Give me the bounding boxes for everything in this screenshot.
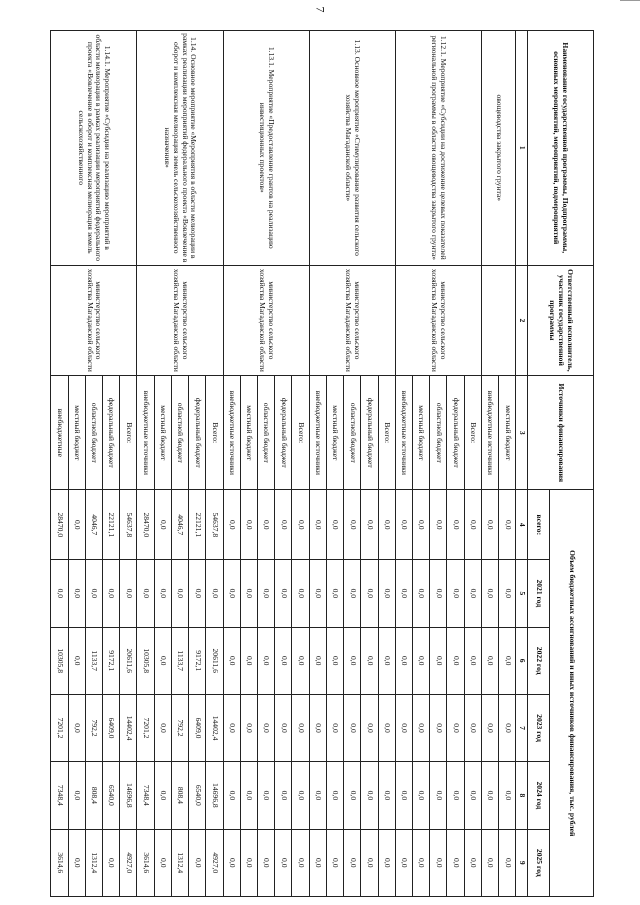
measure-name: 1.14. Основное мероприятие «Мероприятия в области мелиорации в рамках реализации мероприятий федерального проекта «Вовлечение в оборот и комплексная мелиорация земель сельскохозяйственного назначения» (137, 31, 223, 266)
funding-source: местный бюджет (240, 376, 257, 490)
amount-year: 14402,4 (120, 694, 137, 761)
table-row (206, 31, 223, 897)
rotated-table-content (50, 30, 594, 897)
amount-year: 0,0 (344, 694, 361, 761)
amount-year: 0,0 (68, 560, 85, 627)
funding-source: Всего: (378, 376, 395, 490)
amount-year: 0,0 (68, 762, 85, 829)
amount-year: 792,2 (171, 694, 188, 761)
amount-year: 1133,7 (171, 627, 188, 694)
header-volume: Объем бюджетных ассигнований и иных источников финансирования, тыс. рублей (550, 490, 594, 897)
amount-year: 0,0 (499, 627, 516, 694)
amount-year: 0,0 (292, 829, 309, 896)
amount-year: 1312,4 (85, 829, 102, 896)
amount-year: 0,0 (481, 560, 498, 627)
amount-year: 0,0 (326, 762, 343, 829)
amount-year: 0,0 (464, 627, 481, 694)
amount-year: 0,0 (258, 560, 275, 627)
amount-year: 0,0 (464, 762, 481, 829)
amount-year: 0,0 (292, 762, 309, 829)
amount-year: 0,0 (275, 762, 292, 829)
header-year: 2021 год (528, 560, 550, 627)
header-name: Наименование государственной программы, Подпрограммы, основных мероприятий, мероприятий, подмероприятий (528, 31, 594, 266)
amount-year: 0,0 (154, 560, 171, 627)
amount-year: 0,0 (51, 560, 69, 627)
measure-name: 1.14.1. Мероприятие «Субсидии на реализацию мероприятий в области мелиорации в рамках реализации мероприятий федерального проекта «Вовлечение в оборот и комплексная мелиорация земель сельскохозяйственного (51, 31, 137, 266)
amount-year: 0,0 (85, 560, 102, 627)
amount-total: 0,0 (68, 490, 85, 560)
amount-year: 0,0 (240, 627, 257, 694)
amount-year: 0,0 (103, 829, 120, 896)
amount-year: 4927,0 (120, 829, 137, 896)
funding-source: федеральный бюджет (447, 376, 464, 490)
amount-year: 0,0 (481, 829, 498, 896)
amount-year: 0,0 (120, 560, 137, 627)
amount-year: 0,0 (361, 694, 378, 761)
amount-year: 0,0 (189, 560, 206, 627)
amount-year: 0,0 (326, 627, 343, 694)
amount-year: 0,0 (326, 694, 343, 761)
amount-total: 0,0 (464, 490, 481, 560)
amount-year: 0,0 (447, 560, 464, 627)
amount-year: 9172,1 (189, 627, 206, 694)
amount-year: 0,0 (395, 694, 412, 761)
amount-year: 3614,6 (137, 829, 154, 896)
amount-year: 0,0 (499, 762, 516, 829)
funding-source: внебюджетные (51, 376, 69, 490)
amount-total: 0,0 (361, 490, 378, 560)
funding-source: Всего: (292, 376, 309, 490)
funding-source: Всего: (206, 376, 223, 490)
funding-source: областной бюджет (344, 376, 361, 490)
funding-source: областной бюджет (258, 376, 275, 490)
amount-year: 7348,4 (51, 762, 69, 829)
amount-year: 0,0 (412, 560, 429, 627)
header-total: всего: (528, 490, 550, 560)
funding-source: местный бюджет (412, 376, 429, 490)
amount-year: 0,0 (430, 627, 447, 694)
header-year: 2024 год (528, 762, 550, 829)
header-source: Источники финансирования (528, 376, 594, 490)
amount-total: 0,0 (240, 490, 257, 560)
measure-name: овощеводства закрытого грунта» (481, 31, 515, 266)
amount-year: 0,0 (378, 762, 395, 829)
amount-year: 0,0 (326, 560, 343, 627)
amount-year: 9172,1 (103, 627, 120, 694)
amount-year: 0,0 (292, 560, 309, 627)
amount-year: 0,0 (137, 560, 154, 627)
amount-year: 14696,8 (120, 762, 137, 829)
amount-total: 0,0 (344, 490, 361, 560)
amount-year: 0,0 (292, 694, 309, 761)
funding-source: внебюджетные источники (223, 376, 240, 490)
column-number: 3 (516, 376, 528, 490)
measure-name: 1.13. Основное мероприятие «Стимулирование развития сельского хозяйства Магаданской области» (309, 31, 395, 266)
header-year: 2023 год (528, 694, 550, 761)
amount-year: 3614,6 (51, 829, 69, 896)
amount-year: 0,0 (68, 694, 85, 761)
amount-total: 0,0 (395, 490, 412, 560)
amount-year: 0,0 (309, 694, 326, 761)
rotated-table-frame (50, 30, 594, 897)
amount-year: 0,0 (447, 627, 464, 694)
amount-year: 0,0 (275, 694, 292, 761)
amount-total: 0,0 (430, 490, 447, 560)
funding-source: федеральный бюджет (275, 376, 292, 490)
column-number: 9 (516, 829, 528, 896)
amount-total: 28470,0 (51, 490, 69, 560)
amount-year: 0,0 (240, 694, 257, 761)
amount-year: 0,0 (464, 829, 481, 896)
funding-source: федеральный бюджет (103, 376, 120, 490)
amount-year: 0,0 (412, 627, 429, 694)
measure-executor: министерство сельского хозяйства Магаданской области (395, 265, 481, 376)
amount-year: 0,0 (275, 829, 292, 896)
amount-year: 0,0 (223, 762, 240, 829)
amount-year: 6409,0 (189, 694, 206, 761)
measure-name: 1.13.1. Мероприятие «Предоставление грантов на реализацию инвестиционных проектов» (223, 31, 309, 266)
table-row (378, 31, 395, 897)
amount-year: 0,0 (275, 560, 292, 627)
amount-year: 0,0 (258, 627, 275, 694)
amount-year: 0,0 (223, 694, 240, 761)
column-number: 7 (516, 694, 528, 761)
amount-year: 0,0 (361, 762, 378, 829)
amount-year: 0,0 (395, 627, 412, 694)
column-number-row (516, 31, 528, 897)
amount-total: 4046,7 (85, 490, 102, 560)
column-number: 2 (516, 265, 528, 376)
amount-year: 0,0 (447, 829, 464, 896)
amount-year: 0,0 (430, 829, 447, 896)
amount-year: 0,0 (258, 829, 275, 896)
amount-year: 0,0 (154, 627, 171, 694)
amount-year: 0,0 (499, 829, 516, 896)
amount-year: 792,2 (85, 694, 102, 761)
measure-executor (481, 265, 515, 376)
amount-year: 0,0 (378, 694, 395, 761)
measure-name: 1.12.1. Мероприятие «Субсидии на достижение целевых показателей региональной программы в области овощеводства закрытого грунта» (395, 31, 481, 266)
header-year: 2025 год (528, 829, 550, 896)
amount-year: 0,0 (361, 560, 378, 627)
amount-year: 0,0 (103, 560, 120, 627)
amount-year: 0,0 (412, 829, 429, 896)
funding-source: федеральный бюджет (361, 376, 378, 490)
budget-table (50, 30, 594, 897)
amount-year: 7201,2 (51, 694, 69, 761)
amount-year: 0,0 (223, 829, 240, 896)
amount-year: 0,0 (395, 762, 412, 829)
amount-total: 0,0 (378, 490, 395, 560)
amount-year: 0,0 (378, 829, 395, 896)
amount-total: 0,0 (275, 490, 292, 560)
funding-source: внебюджетные источники (309, 376, 326, 490)
funding-source: областной бюджет (85, 376, 102, 490)
amount-year: 0,0 (154, 762, 171, 829)
amount-year: 0,0 (154, 694, 171, 761)
funding-source: федеральный бюджет (189, 376, 206, 490)
amount-year: 0,0 (412, 694, 429, 761)
column-number: 5 (516, 560, 528, 627)
amount-year: 0,0 (430, 694, 447, 761)
amount-year: 0,0 (309, 560, 326, 627)
table-row (464, 31, 481, 897)
amount-total: 0,0 (154, 490, 171, 560)
funding-source: местный бюджет (499, 376, 516, 490)
amount-year: 4927,0 (206, 829, 223, 896)
table-row (292, 31, 309, 897)
amount-year: 0,0 (344, 627, 361, 694)
amount-year: 0,0 (447, 762, 464, 829)
amount-year: 14402,4 (206, 694, 223, 761)
amount-year: 0,0 (395, 829, 412, 896)
amount-year: 0,0 (189, 829, 206, 896)
amount-year: 0,0 (223, 627, 240, 694)
amount-total: 0,0 (223, 490, 240, 560)
amount-year: 0,0 (240, 762, 257, 829)
amount-year: 0,0 (481, 694, 498, 761)
amount-year: 0,0 (240, 829, 257, 896)
amount-year: 6409,0 (103, 694, 120, 761)
amount-total: 4046,7 (171, 490, 188, 560)
amount-year: 20611,6 (120, 627, 137, 694)
amount-year: 1133,7 (85, 627, 102, 694)
funding-source: местный бюджет (326, 376, 343, 490)
header-executor: Ответственный исполнитель, участник государственной программы (528, 265, 594, 376)
amount-year: 0,0 (68, 829, 85, 896)
amount-total: 0,0 (258, 490, 275, 560)
amount-year: 0,0 (481, 627, 498, 694)
amount-year: 0,0 (326, 829, 343, 896)
amount-year: 0,0 (430, 560, 447, 627)
amount-year: 0,0 (378, 560, 395, 627)
amount-year: 0,0 (275, 627, 292, 694)
amount-total: 0,0 (447, 490, 464, 560)
page-number: 7 (313, 6, 328, 13)
amount-year: 808,4 (171, 762, 188, 829)
amount-year: 0,0 (378, 627, 395, 694)
funding-source: внебюджетные источники (481, 376, 498, 490)
column-number: 1 (516, 31, 528, 266)
amount-total: 0,0 (412, 490, 429, 560)
amount-total: 54637,8 (120, 490, 137, 560)
amount-year: 0,0 (206, 560, 223, 627)
funding-source: внебюджетные источники (137, 376, 154, 490)
amount-year: 0,0 (499, 560, 516, 627)
amount-year: 6540,0 (103, 762, 120, 829)
amount-year: 10305,8 (137, 627, 154, 694)
funding-source: Всего: (120, 376, 137, 490)
amount-year: 7348,4 (137, 762, 154, 829)
amount-year: 0,0 (292, 627, 309, 694)
amount-year: 6540,0 (189, 762, 206, 829)
header-year: 2022 год (528, 627, 550, 694)
amount-year: 14696,8 (206, 762, 223, 829)
table-row (120, 31, 137, 897)
amount-total: 0,0 (309, 490, 326, 560)
amount-total: 0,0 (326, 490, 343, 560)
amount-year: 0,0 (68, 627, 85, 694)
amount-year: 0,0 (344, 762, 361, 829)
amount-total: 0,0 (481, 490, 498, 560)
amount-year: 0,0 (171, 560, 188, 627)
column-number: 8 (516, 762, 528, 829)
column-number: 4 (516, 490, 528, 560)
amount-year: 808,4 (85, 762, 102, 829)
amount-year: 0,0 (309, 627, 326, 694)
amount-year: 0,0 (344, 829, 361, 896)
amount-total: 28470,0 (137, 490, 154, 560)
amount-year: 0,0 (464, 560, 481, 627)
amount-year: 0,0 (258, 762, 275, 829)
amount-year: 0,0 (395, 560, 412, 627)
funding-source: местный бюджет (154, 376, 171, 490)
funding-source: областной бюджет (430, 376, 447, 490)
amount-year: 0,0 (430, 762, 447, 829)
amount-year: 0,0 (361, 627, 378, 694)
amount-year: 0,0 (223, 560, 240, 627)
amount-year: 1312,4 (171, 829, 188, 896)
measure-executor: министерство сельского хозяйства Магаданской области (309, 265, 395, 376)
amount-year: 0,0 (361, 829, 378, 896)
measure-executor: министерство сельского хозяйства Магаданской области (223, 265, 309, 376)
scan-edge-mark (620, 0, 640, 1)
amount-year: 0,0 (412, 762, 429, 829)
measure-executor: министерство сельского хозяйства Магаданской области (51, 265, 137, 376)
amount-year: 0,0 (258, 694, 275, 761)
amount-year: 0,0 (464, 694, 481, 761)
funding-source: областной бюджет (171, 376, 188, 490)
amount-year: 20611,6 (206, 627, 223, 694)
table-row (499, 31, 516, 897)
amount-year: 0,0 (344, 560, 361, 627)
amount-total: 22121,1 (189, 490, 206, 560)
amount-year: 0,0 (240, 560, 257, 627)
funding-source: местный бюджет (68, 376, 85, 490)
amount-year: 0,0 (447, 694, 464, 761)
amount-year: 0,0 (481, 762, 498, 829)
amount-year: 7201,2 (137, 694, 154, 761)
amount-year: 0,0 (499, 694, 516, 761)
measure-executor: министерство сельского хозяйства Магаданской области (137, 265, 223, 376)
amount-year: 0,0 (154, 829, 171, 896)
column-number: 6 (516, 627, 528, 694)
amount-total: 0,0 (292, 490, 309, 560)
amount-year: 0,0 (309, 762, 326, 829)
table-body (51, 31, 516, 897)
funding-source: внебюджетные источники (395, 376, 412, 490)
amount-year: 0,0 (309, 829, 326, 896)
amount-year: 10305,8 (51, 627, 69, 694)
amount-total: 54637,8 (206, 490, 223, 560)
funding-source: Всего: (464, 376, 481, 490)
amount-total: 0,0 (499, 490, 516, 560)
amount-total: 22121,1 (103, 490, 120, 560)
